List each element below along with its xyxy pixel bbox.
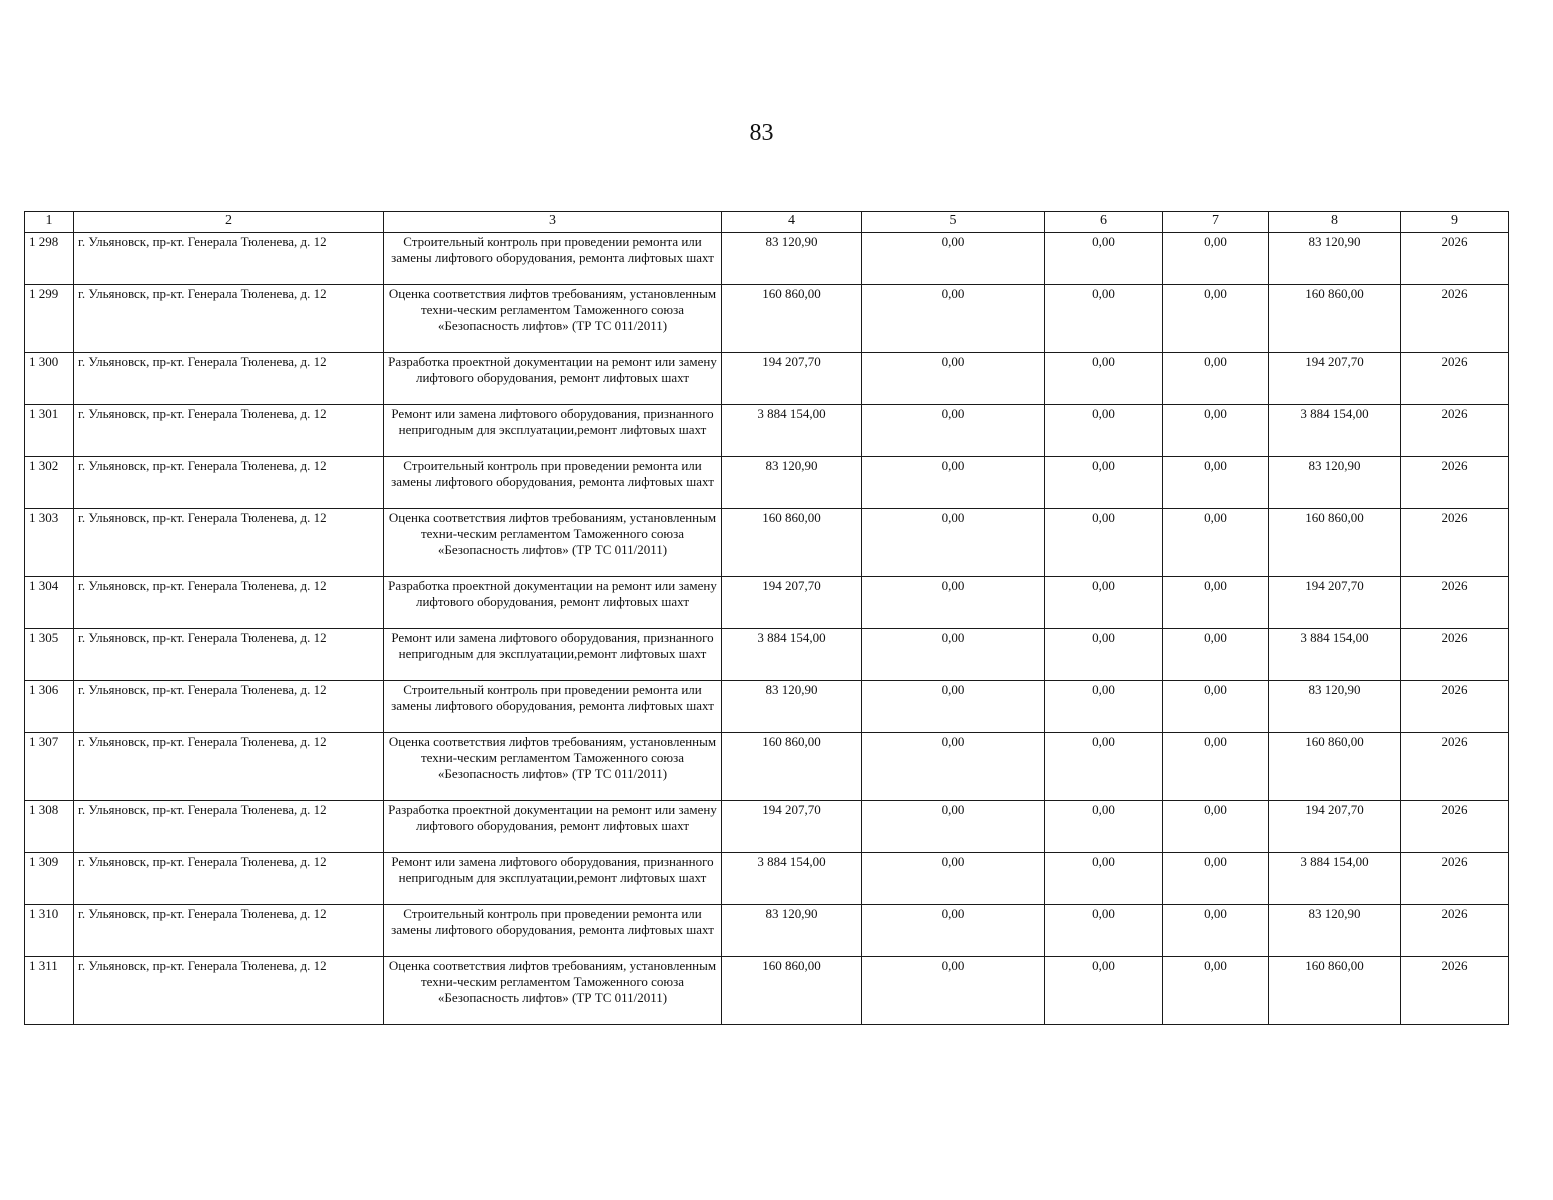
table-row [25, 681, 1509, 733]
total-cost-cell: 160 860,00 [722, 285, 862, 353]
value-cell-col5: 0,00 [862, 509, 1045, 577]
value-cell-col6: 0,00 [1045, 733, 1163, 801]
table-row [25, 285, 1509, 353]
total-cost-cell: 194 207,70 [722, 577, 862, 629]
year-cell: 2026 [1401, 853, 1509, 905]
value-cell-col5: 0,00 [862, 233, 1045, 285]
work-type-cell: Ремонт или замена лифтового оборудования, признанного непригодным для эксплуатации,ремонт лифтовых шахт [384, 405, 722, 457]
work-type-cell: Разработка проектной документации на ремонт или замену лифтового оборудования, ремонт лифтовых шахт [384, 577, 722, 629]
total-cost-cell: 3 884 154,00 [722, 853, 862, 905]
value-cell-col5: 0,00 [862, 285, 1045, 353]
table-row [25, 853, 1509, 905]
value-cell-col6: 0,00 [1045, 509, 1163, 577]
page-number: 83 [749, 120, 774, 146]
row-number: 1 299 [25, 285, 74, 353]
value-cell-col7: 0,00 [1163, 233, 1269, 285]
value-cell-col7: 0,00 [1163, 405, 1269, 457]
work-type-cell: Оценка соответствия лифтов требованиям, установленным техни-ческим регламентом Таможенного союза «Безопасность лифтов» (ТР ТС 011/2011) [384, 957, 722, 1025]
value-cell-col6: 0,00 [1045, 457, 1163, 509]
work-type-cell: Строительный контроль при проведении ремонта или замены лифтового оборудования, ремонта лифтовых шахт [384, 233, 722, 285]
column-header: 7 [1163, 212, 1269, 233]
value-cell-col5: 0,00 [862, 405, 1045, 457]
value-cell-col6: 0,00 [1045, 957, 1163, 1025]
value-cell-col6: 0,00 [1045, 853, 1163, 905]
column-header: 1 [25, 212, 74, 233]
work-type-cell: Ремонт или замена лифтового оборудования, признанного непригодным для эксплуатации,ремонт лифтовых шахт [384, 853, 722, 905]
value-cell-col6: 0,00 [1045, 629, 1163, 681]
register-table [24, 211, 1509, 1025]
value-cell-col6: 0,00 [1045, 285, 1163, 353]
work-type-cell: Строительный контроль при проведении ремонта или замены лифтового оборудования, ремонта лифтовых шахт [384, 457, 722, 509]
row-number: 1 308 [25, 801, 74, 853]
row-number: 1 300 [25, 353, 74, 405]
work-type-cell: Разработка проектной документации на ремонт или замену лифтового оборудования, ремонт лифтовых шахт [384, 801, 722, 853]
year-cell: 2026 [1401, 353, 1509, 405]
address-cell: г. Ульяновск, пр-кт. Генерала Тюленева, д. 12 [74, 457, 384, 509]
address-cell: г. Ульяновск, пр-кт. Генерала Тюленева, д. 12 [74, 285, 384, 353]
value-cell-col6: 0,00 [1045, 233, 1163, 285]
column-header: 3 [384, 212, 722, 233]
table-row [25, 957, 1509, 1025]
value-cell-col6: 0,00 [1045, 405, 1163, 457]
value-cell-col7: 0,00 [1163, 509, 1269, 577]
value-cell-col5: 0,00 [862, 457, 1045, 509]
row-number: 1 311 [25, 957, 74, 1025]
year-cell: 2026 [1401, 285, 1509, 353]
value-cell-col8: 83 120,90 [1269, 681, 1401, 733]
column-header: 4 [722, 212, 862, 233]
column-header: 5 [862, 212, 1045, 233]
work-type-cell: Разработка проектной документации на ремонт или замену лифтового оборудования, ремонт лифтовых шахт [384, 353, 722, 405]
value-cell-col7: 0,00 [1163, 801, 1269, 853]
row-number: 1 303 [25, 509, 74, 577]
year-cell: 2026 [1401, 681, 1509, 733]
value-cell-col5: 0,00 [862, 353, 1045, 405]
value-cell-col8: 194 207,70 [1269, 801, 1401, 853]
row-number: 1 306 [25, 681, 74, 733]
value-cell-col7: 0,00 [1163, 733, 1269, 801]
value-cell-col6: 0,00 [1045, 905, 1163, 957]
year-cell: 2026 [1401, 577, 1509, 629]
row-number: 1 302 [25, 457, 74, 509]
year-cell: 2026 [1401, 509, 1509, 577]
value-cell-col5: 0,00 [862, 733, 1045, 801]
year-cell: 2026 [1401, 457, 1509, 509]
row-number: 1 310 [25, 905, 74, 957]
address-cell: г. Ульяновск, пр-кт. Генерала Тюленева, д. 12 [74, 233, 384, 285]
total-cost-cell: 83 120,90 [722, 681, 862, 733]
total-cost-cell: 83 120,90 [722, 905, 862, 957]
table-row [25, 233, 1509, 285]
total-cost-cell: 160 860,00 [722, 509, 862, 577]
value-cell-col6: 0,00 [1045, 681, 1163, 733]
value-cell-col7: 0,00 [1163, 285, 1269, 353]
value-cell-col7: 0,00 [1163, 457, 1269, 509]
address-cell: г. Ульяновск, пр-кт. Генерала Тюленева, д. 12 [74, 957, 384, 1025]
value-cell-col5: 0,00 [862, 577, 1045, 629]
column-header: 2 [74, 212, 384, 233]
row-number: 1 301 [25, 405, 74, 457]
table-row [25, 629, 1509, 681]
work-type-cell: Строительный контроль при проведении ремонта или замены лифтового оборудования, ремонта лифтовых шахт [384, 681, 722, 733]
year-cell: 2026 [1401, 905, 1509, 957]
table-row [25, 353, 1509, 405]
total-cost-cell: 194 207,70 [722, 353, 862, 405]
total-cost-cell: 83 120,90 [722, 233, 862, 285]
address-cell: г. Ульяновск, пр-кт. Генерала Тюленева, д. 12 [74, 905, 384, 957]
value-cell-col8: 83 120,90 [1269, 457, 1401, 509]
address-cell: г. Ульяновск, пр-кт. Генерала Тюленева, д. 12 [74, 853, 384, 905]
value-cell-col7: 0,00 [1163, 853, 1269, 905]
value-cell-col5: 0,00 [862, 905, 1045, 957]
column-header: 8 [1269, 212, 1401, 233]
value-cell-col8: 3 884 154,00 [1269, 853, 1401, 905]
row-number: 1 305 [25, 629, 74, 681]
total-cost-cell: 160 860,00 [722, 957, 862, 1025]
row-number: 1 309 [25, 853, 74, 905]
value-cell-col6: 0,00 [1045, 353, 1163, 405]
value-cell-col8: 83 120,90 [1269, 905, 1401, 957]
total-cost-cell: 3 884 154,00 [722, 405, 862, 457]
column-header: 9 [1401, 212, 1509, 233]
address-cell: г. Ульяновск, пр-кт. Генерала Тюленева, д. 12 [74, 405, 384, 457]
table-row [25, 457, 1509, 509]
value-cell-col8: 160 860,00 [1269, 285, 1401, 353]
year-cell: 2026 [1401, 629, 1509, 681]
table-row [25, 733, 1509, 801]
value-cell-col8: 160 860,00 [1269, 957, 1401, 1025]
address-cell: г. Ульяновск, пр-кт. Генерала Тюленева, д. 12 [74, 509, 384, 577]
value-cell-col8: 83 120,90 [1269, 233, 1401, 285]
address-cell: г. Ульяновск, пр-кт. Генерала Тюленева, д. 12 [74, 681, 384, 733]
value-cell-col5: 0,00 [862, 629, 1045, 681]
total-cost-cell: 194 207,70 [722, 801, 862, 853]
value-cell-col5: 0,00 [862, 801, 1045, 853]
address-cell: г. Ульяновск, пр-кт. Генерала Тюленева, д. 12 [74, 733, 384, 801]
table-row [25, 905, 1509, 957]
year-cell: 2026 [1401, 957, 1509, 1025]
value-cell-col8: 3 884 154,00 [1269, 629, 1401, 681]
column-header: 6 [1045, 212, 1163, 233]
address-cell: г. Ульяновск, пр-кт. Генерала Тюленева, д. 12 [74, 801, 384, 853]
work-type-cell: Строительный контроль при проведении ремонта или замены лифтового оборудования, ремонта лифтовых шахт [384, 905, 722, 957]
address-cell: г. Ульяновск, пр-кт. Генерала Тюленева, д. 12 [74, 353, 384, 405]
value-cell-col7: 0,00 [1163, 629, 1269, 681]
table-row [25, 405, 1509, 457]
value-cell-col8: 3 884 154,00 [1269, 405, 1401, 457]
value-cell-col7: 0,00 [1163, 957, 1269, 1025]
value-cell-col8: 194 207,70 [1269, 353, 1401, 405]
value-cell-col7: 0,00 [1163, 577, 1269, 629]
row-number: 1 307 [25, 733, 74, 801]
address-cell: г. Ульяновск, пр-кт. Генерала Тюленева, д. 12 [74, 577, 384, 629]
year-cell: 2026 [1401, 405, 1509, 457]
row-number: 1 298 [25, 233, 74, 285]
year-cell: 2026 [1401, 733, 1509, 801]
table-row [25, 577, 1509, 629]
value-cell-col6: 0,00 [1045, 577, 1163, 629]
value-cell-col8: 160 860,00 [1269, 509, 1401, 577]
value-cell-col5: 0,00 [862, 957, 1045, 1025]
row-number: 1 304 [25, 577, 74, 629]
table-row [25, 509, 1509, 577]
work-type-cell: Оценка соответствия лифтов требованиям, установленным техни-ческим регламентом Таможенного союза «Безопасность лифтов» (ТР ТС 011/2011) [384, 509, 722, 577]
year-cell: 2026 [1401, 233, 1509, 285]
table-row [25, 801, 1509, 853]
work-type-cell: Ремонт или замена лифтового оборудования, признанного непригодным для эксплуатации,ремонт лифтовых шахт [384, 629, 722, 681]
address-cell: г. Ульяновск, пр-кт. Генерала Тюленева, д. 12 [74, 629, 384, 681]
value-cell-col5: 0,00 [862, 681, 1045, 733]
work-type-cell: Оценка соответствия лифтов требованиям, установленным техни-ческим регламентом Таможенного союза «Безопасность лифтов» (ТР ТС 011/2011) [384, 733, 722, 801]
year-cell: 2026 [1401, 801, 1509, 853]
value-cell-col8: 194 207,70 [1269, 577, 1401, 629]
value-cell-col7: 0,00 [1163, 905, 1269, 957]
work-type-cell: Оценка соответствия лифтов требованиям, установленным техни-ческим регламентом Таможенного союза «Безопасность лифтов» (ТР ТС 011/2011) [384, 285, 722, 353]
value-cell-col7: 0,00 [1163, 681, 1269, 733]
value-cell-col5: 0,00 [862, 853, 1045, 905]
value-cell-col8: 160 860,00 [1269, 733, 1401, 801]
header-row [25, 212, 1509, 233]
total-cost-cell: 3 884 154,00 [722, 629, 862, 681]
value-cell-col6: 0,00 [1045, 801, 1163, 853]
total-cost-cell: 83 120,90 [722, 457, 862, 509]
value-cell-col7: 0,00 [1163, 353, 1269, 405]
total-cost-cell: 160 860,00 [722, 733, 862, 801]
